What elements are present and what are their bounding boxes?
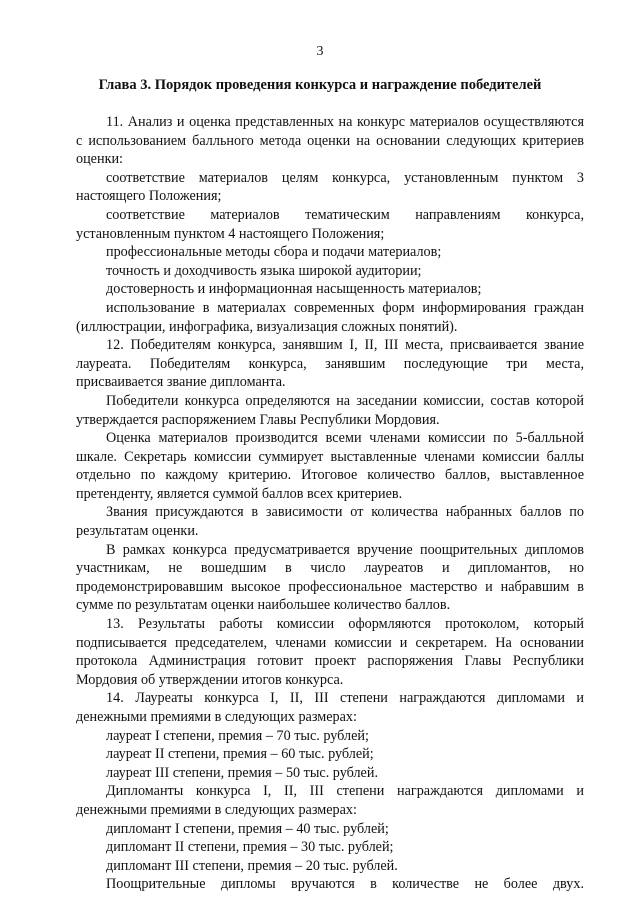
paragraph-13: 13. Результаты работы комиссии оформляются протоколом, который подписывается председателем, членами комиссии и секретарем. На основании протокола Администрация готовит проект распоряжения Главы Республики Мордовия об утверждении итогов конкурса. (76, 616, 584, 688)
paragraph: В рамках конкурса предусматривается вручение поощрительных дипломов участникам, не вошедшим в число лауреатов и дипломантов, но продемонстрировавшим высокое профессиональное мастерство и набравшим в сумме по результатам оценки наибольшее количество баллов. (76, 541, 584, 614)
criterion-item: использование в материалах современных форм информирования граждан (иллюстрации, инфографика, визуализация сложных понятий). (76, 299, 584, 335)
paragraph: Поощрительные дипломы вручаются в количестве не более двух. (106, 876, 584, 893)
paragraph: Дипломанты конкурса I, II, III степени награждаются дипломами и денежными премиями в следующих размерах: (76, 783, 584, 818)
document-body (76, 113, 584, 894)
criterion-item: профессиональные методы сбора и подачи материалов; (106, 244, 442, 261)
prize-item: лауреат III степени, премия – 50 тыс. рублей. (106, 764, 378, 781)
prize-item: дипломант III степени, премия – 20 тыс. рублей. (106, 857, 398, 874)
prize-item: лауреат I степени, премия – 70 тыс. рублей; (106, 727, 369, 744)
paragraph-14: 14. Лауреаты конкурса I, II, III степени награждаются дипломами и денежными премиями в следующих размерах: (76, 690, 584, 725)
paragraph: Победители конкурса определяются на заседании комиссии, состав которой утверждается распоряжением Главы Республики Мордовия. (76, 392, 584, 428)
criterion-item: достоверность и информационная насыщенность материалов; (106, 281, 482, 298)
prize-item: лауреат II степени, премия – 60 тыс. рублей; (106, 746, 374, 763)
page-number: 3 (316, 44, 324, 59)
paragraph: Оценка материалов производится всеми членами комиссии по 5-балльной шкале. Секретарь комиссии суммирует выставленные членами комиссии баллы отдельно по каждому критерию. Итоговое количество баллов, выставленное претенденту, является суммой баллов всех критериев. (76, 430, 584, 502)
chapter-title: Глава 3. Порядок проведения конкурса и награждение победителей (98, 77, 542, 93)
prize-item: дипломант I степени, премия – 40 тыс. рублей; (106, 820, 389, 837)
prize-item: дипломант II степени, премия – 30 тыс. рублей; (106, 839, 394, 856)
paragraph-12: 12. Победителям конкурса, занявшим I, II, III места, присваивается звание лауреата. Победителям конкурса, занявшим последующие три места, присваивается звание дипломанта. (76, 337, 584, 391)
paragraph: Звания присуждаются в зависимости от количества набранных баллов по результатам оценки. (76, 504, 584, 540)
paragraph-11: 11. Анализ и оценка представленных на конкурс материалов осуществляются с использованием балльного метода оценки на основании следующих критериев оценки: (76, 114, 584, 168)
criterion-item: соответствие материалов тематическим направлениям конкурса, установленным пунктом 4 настоящего Положения; (76, 206, 584, 242)
criterion-item: соответствие материалов целям конкурса, установленным пунктом 3 настоящего Положения; (76, 169, 584, 205)
criterion-item: точность и доходчивость языка широкой аудитории; (106, 262, 422, 279)
